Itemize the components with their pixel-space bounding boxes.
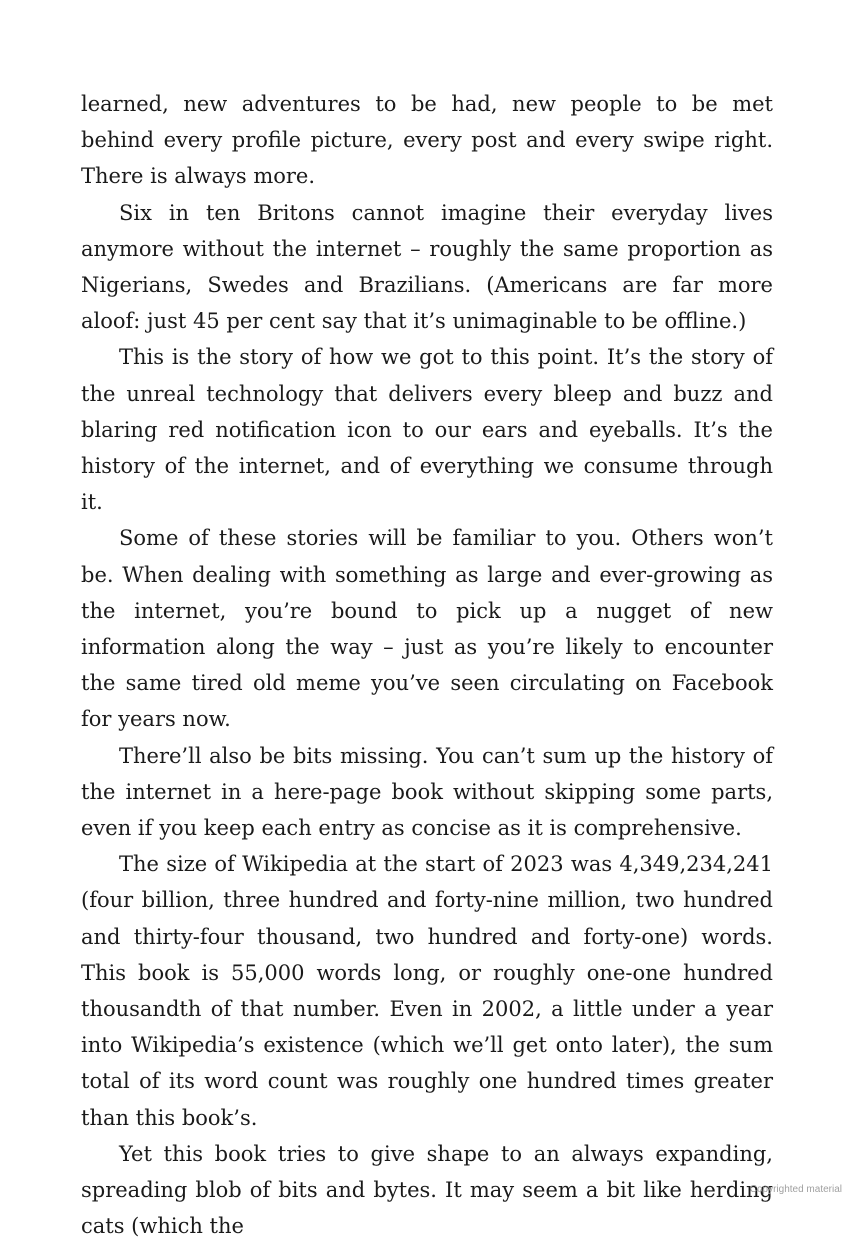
paragraph-familiar-stories: Some of these stories will be familiar to you. Others won’t be. When dealing with something as large and ever-growing as the internet, you’re bound to pick up a nugget of new information along the way – just as you’re likely to encounter the same tired old meme you’ve seen circulating on Facebook for years now. [81,526,773,732]
paragraph-internet-dependence: Six in ten Britons cannot imagine their everyday lives anymore without the internet – roughly the same proportion as Nigerians, Swedes and Brazilians. (Americans are far more aloof: just 45 per cent say that it’s unimaginable to be offline.) [81,200,773,334]
paragraph-story-intro: This is the story of how we got to this point. It’s the story of the unreal technology that delivers every bleep and buzz and blaring red notification icon to our ears and eyeballs. It’s the history of the internet, and of everything we consume through it. [81,345,773,515]
paragraph-wikipedia-size: The size of Wikipedia at the start of 2023 was 4,349,234,241 (four billion, three hundred and forty-nine million, two hundred and thirty-four thousand, two hundred and forty-one) words. This book is 55,000 words long, or roughly one-one hundred thousandth of that number. Even in 2002, a little under a year into Wikipedia’s existence (which we’ll get onto later), the sum total of its word count was roughly one hundred times greater than this book’s. [81,852,773,1130]
copyright-notice: Copyrighted material [749,1184,842,1195]
paragraph-missing-bits: There’ll also be bits missing. You can’t sum up the history of the internet in a here-page book without skipping some parts, even if you keep each entry as concise as it is comprehensive. [81,743,773,841]
paragraph-herding-cats: Yet this book tries to give shape to an always expanding, spreading blob of bits and bytes. It may seem a bit like herding cats (which the [81,1141,773,1239]
paragraph-continued: learned, new adventures to be had, new people to be met behind every profile picture, every post and every swipe right. There is always more. [81,92,773,189]
body-text [81,86,773,1245]
